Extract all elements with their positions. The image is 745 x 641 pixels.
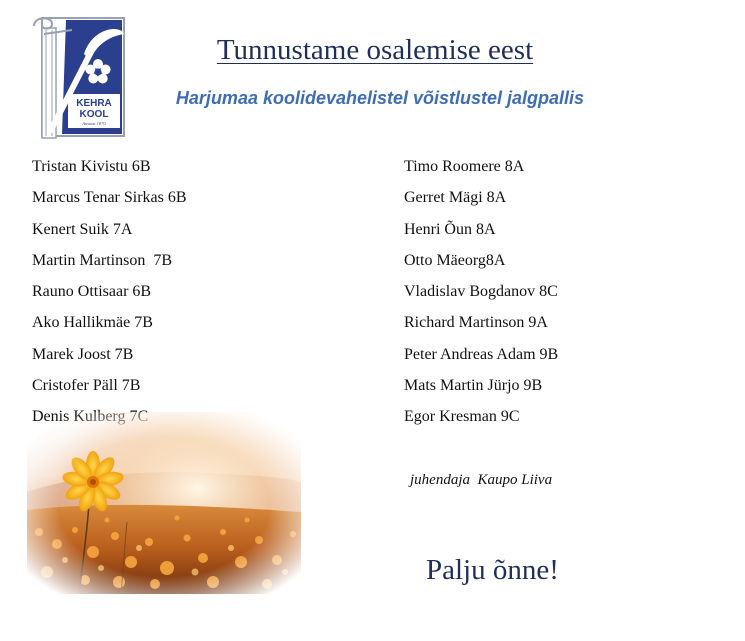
- list-item: Kenert Suik 7A: [32, 220, 133, 238]
- page-subtitle: Harjumaa koolidevahelistel võistlustel jalgpallis: [175, 88, 585, 108]
- student-list-left: [32, 156, 187, 438]
- list-item: Marcus Tenar Sirkas 6B: [32, 189, 187, 207]
- logo-text-line2: KOOL: [79, 109, 109, 120]
- list-item: Peter Andreas Adam 9B: [404, 345, 559, 363]
- list-item: Gerret Mägi 8A: [404, 189, 507, 207]
- list-item: Timo Roomere 8A: [404, 158, 525, 175]
- logo-text-line1: KEHRA: [76, 98, 112, 109]
- list-item: Egor Kresman 9C: [404, 408, 520, 426]
- list-item: Marek Joost 7B: [32, 345, 134, 363]
- list-item: Richard Martinson 9A: [404, 314, 548, 332]
- flower-field-photo: [27, 412, 301, 594]
- school-logo: [32, 14, 128, 142]
- page-title: Tunnustame osalemise eest: [216, 34, 534, 66]
- list-item: Rauno Ottisaar 6B: [32, 283, 152, 301]
- list-item: Ako Hallikmäe 7B: [32, 314, 153, 332]
- list-item: Henri Õun 8A: [404, 220, 496, 238]
- logo-tagline: Aastast 1870: [82, 121, 106, 126]
- student-list-right: [404, 156, 558, 438]
- congratulations-text: Palju õnne!: [426, 554, 559, 586]
- mentor-name: juhendaja Kaupo Liiva: [410, 472, 553, 488]
- list-item: Tristan Kivistu 6B: [32, 158, 151, 175]
- list-item: Mats Martin Jürjo 9B: [404, 377, 543, 395]
- list-item: Martin Martinson 7B: [32, 251, 172, 269]
- list-item: Vladislav Bogdanov 8C: [404, 283, 558, 301]
- list-item: Cristofer Päll 7B: [32, 377, 141, 395]
- list-item: Otto Mäeorg8A: [404, 251, 506, 269]
